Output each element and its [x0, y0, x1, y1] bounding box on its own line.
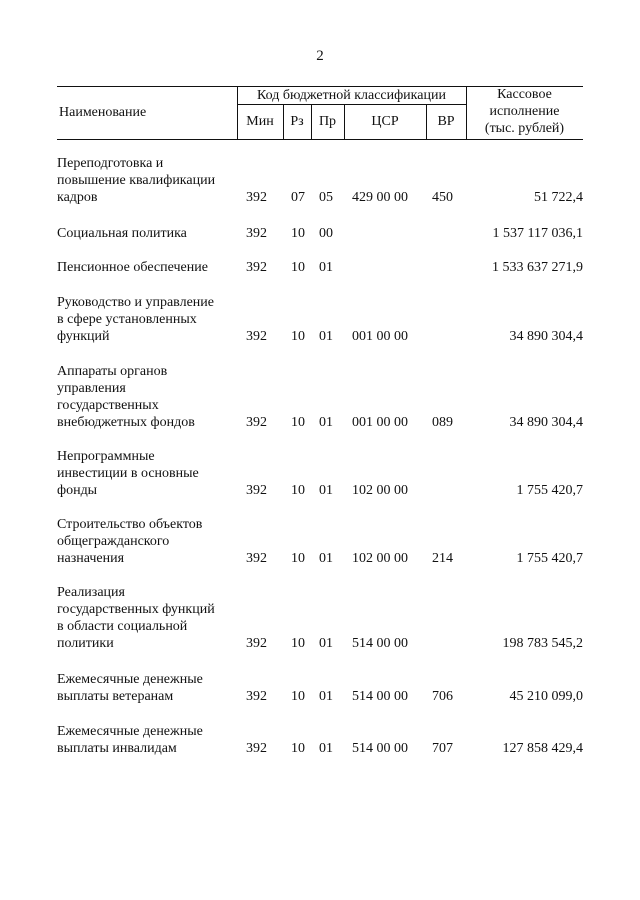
row-name-line: Аппараты органов — [57, 364, 168, 379]
cell-vr: 089 — [432, 415, 453, 430]
cell-min: 392 — [246, 741, 267, 756]
cell-amount: 1 537 117 036,1 — [492, 226, 583, 241]
cell-amount: 127 858 429,4 — [502, 741, 583, 756]
cell-csr: 102 00 00 — [352, 551, 408, 566]
cell-rz: 10 — [291, 483, 305, 498]
cell-min: 392 — [246, 415, 267, 430]
cell-csr: 102 00 00 — [352, 483, 408, 498]
cell-csr: 001 00 00 — [352, 329, 408, 344]
row-name-line: Руководство и управление — [57, 295, 214, 310]
cell-vr: 707 — [432, 741, 453, 756]
row-name — [57, 516, 237, 567]
cell-csr: 514 00 00 — [352, 689, 408, 704]
cell-amount: 1 533 637 271,9 — [492, 260, 583, 275]
row-name-line: Непрограммные — [57, 449, 155, 464]
row-name-line: назначения — [57, 551, 125, 566]
row-name-line: государственных функций — [57, 602, 215, 617]
cell-min: 392 — [246, 329, 267, 344]
row-name — [57, 671, 237, 705]
cell-rz: 10 — [291, 260, 305, 275]
cell-pr: 01 — [319, 260, 333, 275]
header-rz: Рз — [290, 114, 304, 129]
row-name-line: фонды — [57, 483, 98, 498]
cell-min: 392 — [246, 636, 267, 651]
row-name-line: Строительство объектов — [57, 517, 203, 532]
cell-pr: 01 — [319, 483, 333, 498]
header-amount — [466, 86, 583, 137]
cell-min: 392 — [246, 483, 267, 498]
row-name-line: внебюджетных фондов — [57, 415, 195, 430]
cell-pr: 00 — [319, 226, 333, 241]
cell-amount: 198 783 545,2 — [502, 636, 583, 651]
row-name-line: в сфере установленных — [57, 312, 197, 327]
row-name — [57, 259, 237, 276]
header-csr: ЦСР — [371, 114, 399, 129]
cell-min: 392 — [246, 551, 267, 566]
row-name-line: Переподготовка и — [57, 156, 164, 171]
row-name — [57, 584, 237, 652]
cell-csr: 001 00 00 — [352, 415, 408, 430]
cell-min: 392 — [246, 190, 267, 205]
cell-rz: 07 — [291, 190, 305, 205]
cell-amount: 1 755 420,7 — [516, 483, 583, 498]
cell-amount: 45 210 099,0 — [509, 689, 583, 704]
header-amount-line: исполнение — [489, 104, 560, 119]
header-vr: ВР — [437, 114, 455, 129]
cell-rz: 10 — [291, 415, 305, 430]
row-name-line: политики — [57, 636, 114, 651]
header-code-group: Код бюджетной классификации — [257, 88, 446, 103]
cell-rz: 10 — [291, 741, 305, 756]
row-name-line: функций — [57, 329, 110, 344]
row-name — [57, 225, 237, 242]
cell-csr: 429 00 00 — [352, 190, 408, 205]
cell-pr: 01 — [319, 689, 333, 704]
cell-rz: 10 — [291, 636, 305, 651]
header-amount-line: Кассовое — [497, 87, 552, 102]
row-name-line: государственных — [57, 398, 159, 413]
cell-csr: 514 00 00 — [352, 636, 408, 651]
row-name-line: общегражданского — [57, 534, 170, 549]
cell-rz: 10 — [291, 329, 305, 344]
row-name-line: выплаты инвалидам — [57, 741, 177, 756]
cell-pr: 01 — [319, 415, 333, 430]
cell-rz: 10 — [291, 689, 305, 704]
row-name-line: в области социальной — [57, 619, 188, 634]
cell-pr: 01 — [319, 741, 333, 756]
cell-rz: 10 — [291, 551, 305, 566]
cell-pr: 01 — [319, 636, 333, 651]
row-name-line: Социальная политика — [57, 226, 187, 241]
row-name-line: управления — [57, 381, 126, 396]
header-amount-line: (тыс. рублей) — [484, 121, 565, 136]
row-name-line: Ежемесячные денежные — [57, 672, 203, 687]
cell-pr: 05 — [319, 190, 333, 205]
page-number: 2 — [316, 48, 324, 64]
header-pr: Пр — [318, 114, 337, 129]
cell-pr: 01 — [319, 551, 333, 566]
row-name — [57, 155, 237, 206]
row-name-line: повышение квалификации — [57, 173, 216, 188]
row-name-line: Ежемесячные денежные — [57, 724, 203, 739]
cell-amount: 34 890 304,4 — [509, 329, 583, 344]
row-name — [57, 448, 237, 499]
row-name-line: Пенсионное обеспечение — [57, 260, 208, 275]
cell-amount: 1 755 420,7 — [516, 551, 583, 566]
row-name-line: кадров — [57, 190, 98, 205]
row-name — [57, 723, 237, 757]
row-name — [57, 294, 237, 345]
cell-vr: 706 — [432, 689, 453, 704]
cell-vr: 450 — [432, 190, 453, 205]
cell-csr: 514 00 00 — [352, 741, 408, 756]
header-name: Наименование — [59, 105, 147, 120]
header-min: Мин — [246, 114, 274, 129]
cell-vr: 214 — [432, 551, 453, 566]
row-name — [57, 363, 237, 431]
cell-rz: 10 — [291, 226, 305, 241]
cell-min: 392 — [246, 689, 267, 704]
cell-min: 392 — [246, 226, 267, 241]
cell-amount: 51 722,4 — [534, 190, 583, 205]
cell-pr: 01 — [319, 329, 333, 344]
row-name-line: инвестиции в основные — [57, 466, 199, 481]
cell-min: 392 — [246, 260, 267, 275]
cell-amount: 34 890 304,4 — [509, 415, 583, 430]
row-name-line: Реализация — [57, 585, 125, 600]
row-name-line: выплаты ветеранам — [57, 689, 174, 704]
